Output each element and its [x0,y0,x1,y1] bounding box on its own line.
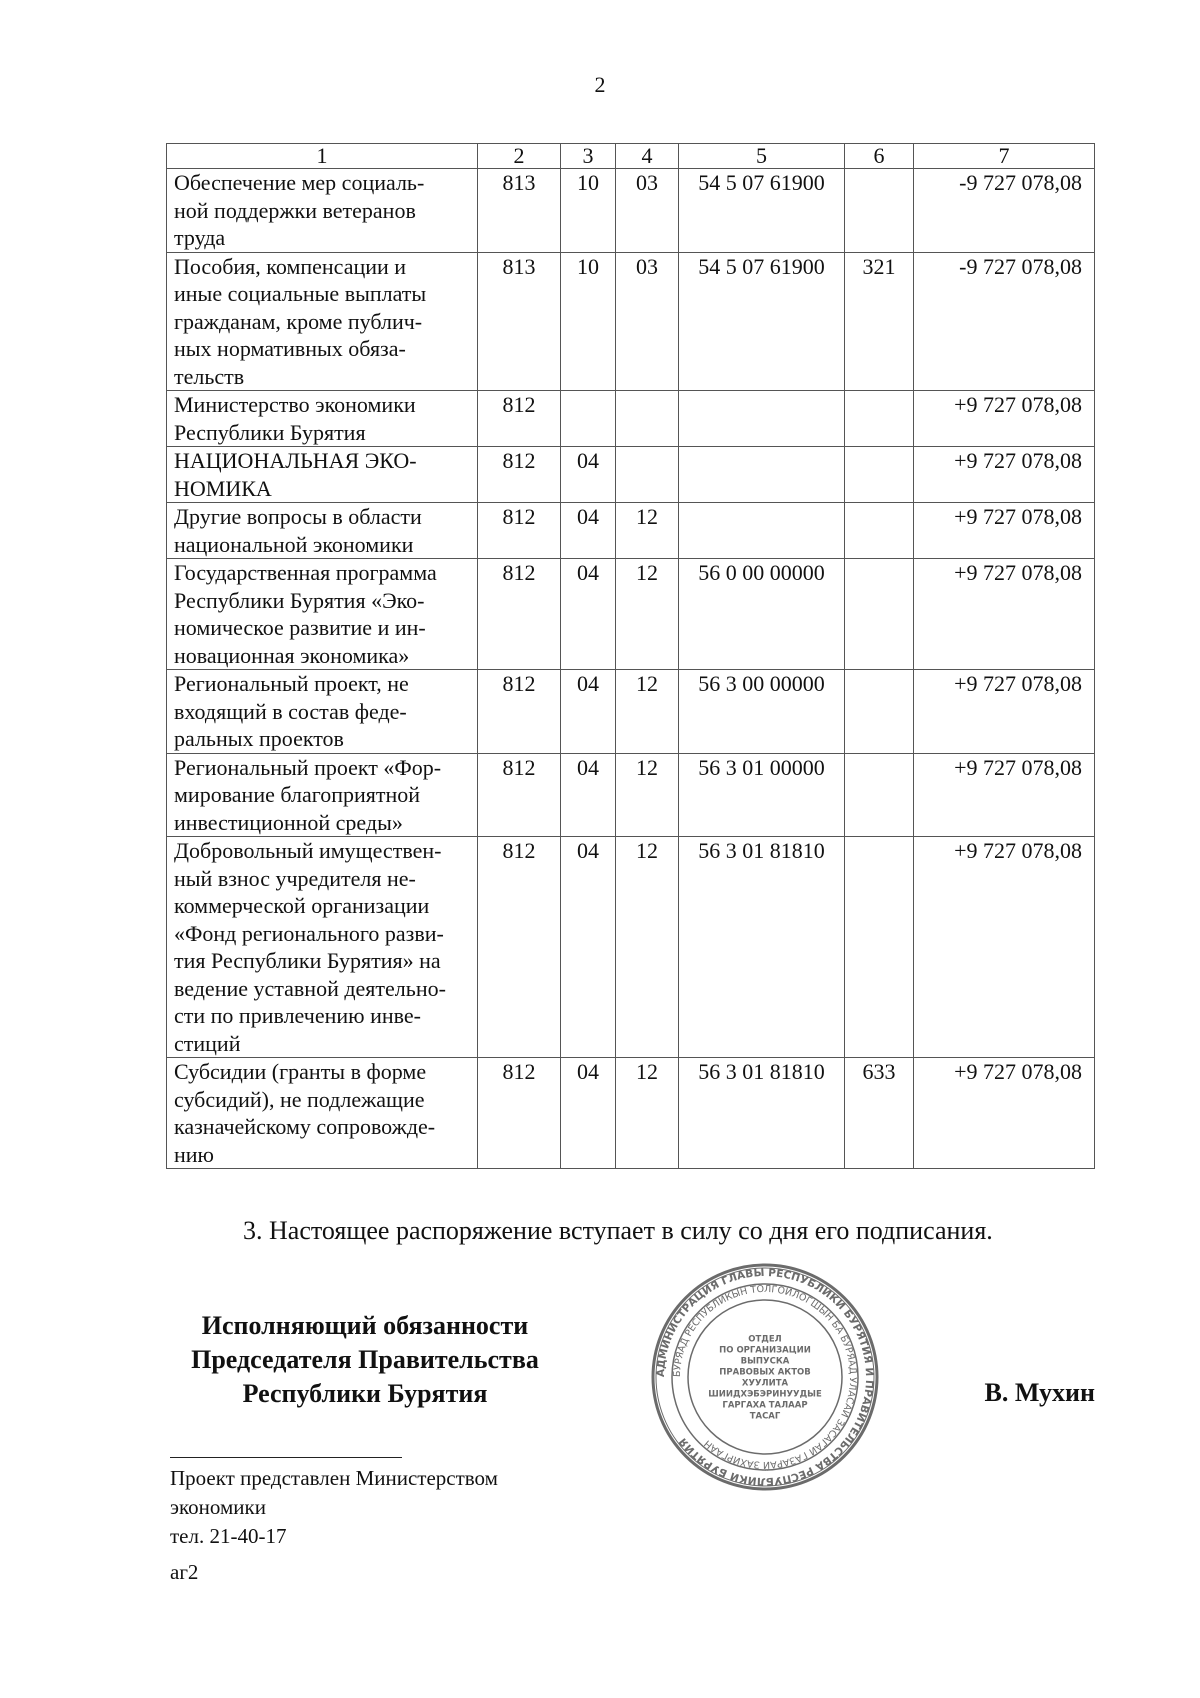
cell-ministry-code: 812 [478,391,561,447]
decree-clause: 3. Настоящее распоряжение вступает в силу со дня его подписания. [243,1216,993,1245]
cell-target-article: 56 3 00 00000 [679,670,845,754]
cell-subsection-code: 12 [616,1058,679,1169]
cell-name: Субсидии (гранты в форме субсидий), не подлежащие казначейскому сопровожде- нию [167,1058,478,1169]
cell-subsection-code: 12 [616,670,679,754]
cell-expense-type [845,670,914,754]
cell-amount: -9 727 078,08 [914,169,1095,253]
seal-center-line: ХУУЛИТА [741,1378,789,1389]
cell-ministry-code: 812 [478,670,561,754]
cell-section-code: 10 [561,252,616,391]
cell-name: Другие вопросы в области национальной экономики [167,503,478,559]
cell-ministry-code: 813 [478,252,561,391]
table-header-cell: 7 [914,144,1095,169]
cell-name: Пособия, компенсации и иные социальные выплаты гражданам, кроме публич- ных нормативных обяза- тельств [167,252,478,391]
cell-subsection-code: 03 [616,252,679,391]
cell-amount: +9 727 078,08 [914,670,1095,754]
signer-title-line: Республики Бурятия [242,1379,488,1408]
table-header-cell: 5 [679,144,845,169]
cell-section-code: 04 [561,670,616,754]
cell-subsection-code: 03 [616,169,679,253]
footnote-line: экономики [170,1495,266,1519]
cell-ministry-code: 812 [478,753,561,837]
footnote-divider [170,1457,402,1458]
cell-name: Государственная программа Республики Бурятия «Эко- номическое развитие и ин- новационная экономика» [167,559,478,670]
cell-target-article [679,391,845,447]
cell-ministry-code: 813 [478,169,561,253]
official-seal [650,1262,880,1492]
cell-amount: +9 727 078,08 [914,837,1095,1058]
cell-ministry-code: 812 [478,1058,561,1169]
document-code: аг2 [170,1560,199,1584]
signer-title-line: Исполняющий обязанности [201,1311,529,1340]
table-header-cell: 1 [167,144,478,169]
seal-outer-text: АДМИНИСТРАЦИЯ ГЛАВЫ РЕСПУБЛИКИ БУРЯТИЯ И ПРАВИТЕЛЬСТВА РЕСПУБЛИКИ БУРЯТИЯ [654,1266,876,1488]
footnote-line: тел. 21-40-17 [170,1524,287,1548]
seal-center-line: ВЫПУСКА [740,1356,790,1367]
page-number: 2 [594,72,606,97]
cell-ministry-code: 812 [478,503,561,559]
cell-name: Региональный проект «Фор- мирование благоприятной инвестиционной среды» [167,753,478,837]
cell-subsection-code: 12 [616,559,679,670]
cell-name: Региональный проект, не входящий в состав феде- ральных проектов [167,670,478,754]
cell-expense-type [845,753,914,837]
table-row [167,670,1095,754]
cell-expense-type [845,837,914,1058]
cell-section-code: 04 [561,837,616,1058]
table-row [167,753,1095,837]
cell-target-article: 56 0 00 00000 [679,559,845,670]
cell-amount: +9 727 078,08 [914,503,1095,559]
table-header-row [167,144,1095,169]
table-header-cell: 4 [616,144,679,169]
table-row [167,503,1095,559]
seal-center-line: ПО ОРГАНИЗАЦИИ [719,1345,811,1356]
table-row [167,559,1095,670]
seal-center-line: ПРАВОВЫХ АКТОВ [719,1367,811,1378]
cell-target-article [679,503,845,559]
cell-amount: +9 727 078,08 [914,559,1095,670]
cell-target-article: 54 5 07 61900 [679,252,845,391]
table-row [167,837,1095,1058]
cell-section-code: 04 [561,503,616,559]
table-header-cell: 6 [845,144,914,169]
cell-section-code [561,391,616,447]
cell-expense-type [845,391,914,447]
cell-target-article: 56 3 01 81810 [679,837,845,1058]
table-row [167,252,1095,391]
cell-target-article [679,447,845,503]
cell-target-article: 54 5 07 61900 [679,169,845,253]
cell-section-code: 04 [561,559,616,670]
signer-name: В. Мухин [984,1378,1095,1407]
cell-section-code: 04 [561,753,616,837]
cell-expense-type [845,559,914,670]
seal-center-line: ГАРГАХА ТАЛААР [722,1400,808,1411]
cell-section-code: 04 [561,1058,616,1169]
cell-target-article: 56 3 01 00000 [679,753,845,837]
cell-expense-type [845,169,914,253]
cell-amount: +9 727 078,08 [914,753,1095,837]
cell-subsection-code: 12 [616,837,679,1058]
seal-inner-text: БУРЯАД РЕСПУБЛИКЫН ТОЛГОЙЛОГШЫН БА БУРЯАД УЛАСАЙ ЗАСАГАЙ ГАЗАРАЙ ЗАХИРГААН [671,1283,859,1471]
cell-ministry-code: 812 [478,559,561,670]
table-row [167,391,1095,447]
seal-center-text [708,1335,822,1422]
cell-amount: +9 727 078,08 [914,391,1095,447]
cell-expense-type: 633 [845,1058,914,1169]
cell-expense-type: 321 [845,252,914,391]
budget-table [166,143,1095,1169]
cell-amount: -9 727 078,08 [914,252,1095,391]
seal-center-line: ТАСАГ [749,1411,781,1422]
cell-target-article: 56 3 01 81810 [679,1058,845,1169]
cell-amount: +9 727 078,08 [914,1058,1095,1169]
cell-name: НАЦИОНАЛЬНАЯ ЭКО- НОМИКА [167,447,478,503]
seal-center-line: ШИИДХЭБЭРИНУУДЫЕ [708,1389,822,1400]
signer-title [160,1309,570,1411]
cell-subsection-code: 12 [616,503,679,559]
table-row [167,447,1095,503]
table-header-cell: 2 [478,144,561,169]
table-header-cell: 3 [561,144,616,169]
cell-name: Обеспечение мер социаль- ной поддержки ветеранов труда [167,169,478,253]
signer-title-line: Председателя Правительства [191,1345,539,1374]
cell-section-code: 10 [561,169,616,253]
footnote [170,1464,498,1551]
cell-name: Министерство экономики Республики Бурятия [167,391,478,447]
cell-expense-type [845,447,914,503]
cell-section-code: 04 [561,447,616,503]
table-body [167,169,1095,1169]
cell-name: Добровольный имуществен- ный взнос учредителя не- коммерческой организации «Фонд регионального разви- тия Республики Бурятия» на ведение уставной деятельно- сти по привлечению инве- стиций [167,837,478,1058]
cell-subsection-code: 12 [616,753,679,837]
cell-subsection-code [616,391,679,447]
cell-amount: +9 727 078,08 [914,447,1095,503]
table-row [167,1058,1095,1169]
cell-ministry-code: 812 [478,447,561,503]
footnote-line: Проект представлен Министерством [170,1466,498,1490]
table-row [167,169,1095,253]
cell-ministry-code: 812 [478,837,561,1058]
cell-subsection-code [616,447,679,503]
seal-center-line: ОТДЕЛ [748,1334,782,1345]
cell-expense-type [845,503,914,559]
